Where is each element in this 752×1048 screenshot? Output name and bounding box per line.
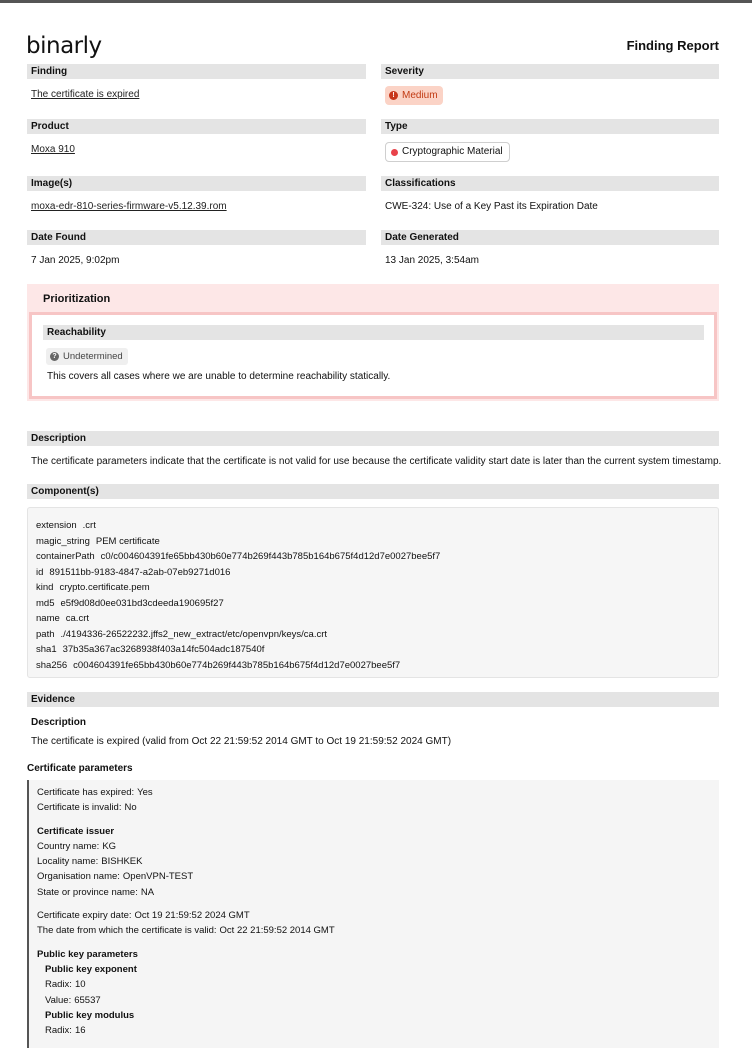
report-title: Finding Report	[626, 38, 719, 53]
component-row: id 891511bb-9183-4847-a2ab-07eb9271d016	[36, 566, 231, 578]
severity-header: Severity	[381, 64, 719, 79]
component-row: sha256 c004604391fe65bb430b60e774b269f443b785b164b675f4d12d7e0027bee5f7	[36, 659, 401, 671]
date-generated-value: 13 Jan 2025, 3:54am	[385, 255, 479, 266]
evidence-description-label: Description	[31, 717, 87, 728]
component-row: magic_string PEM certificate	[36, 535, 160, 547]
severity-badge	[385, 86, 443, 105]
is-invalid-row: Certificate is invalid: No	[37, 802, 137, 814]
organisation-row: Organisation name: OpenVPN-TEST	[37, 871, 194, 883]
severity-value: Medium	[402, 90, 438, 101]
evidence-description-text: The certificate is expired (valid from Oct 22 21:59:52 2014 GMT to Oct 19 21:59:52 2024 GMT)	[31, 736, 452, 747]
valid-from-row: The date from which the certificate is valid: Oct 22 21:59:52 2014 GMT	[37, 925, 335, 937]
type-value: Cryptographic Material	[402, 146, 503, 157]
public-key-modulus-heading: Public key modulus	[45, 1009, 135, 1021]
issuer-heading: Certificate issuer	[37, 825, 115, 837]
has-expired-row: Certificate has expired: Yes	[37, 787, 153, 798]
product-link[interactable]: Moxa 910	[31, 144, 75, 155]
type-header: Type	[381, 119, 719, 134]
certificate-parameters-label: Certificate parameters	[27, 763, 133, 774]
reachability-badge	[46, 348, 128, 365]
date-found-value: 7 Jan 2025, 9:02pm	[31, 255, 120, 266]
finding-header: Finding	[27, 64, 366, 79]
components-header: Component(s)	[27, 484, 719, 499]
modulus-radix-row: Radix: 16	[45, 1025, 86, 1037]
product-header: Product	[27, 119, 366, 134]
component-row: containerPath c0/c004604391fe65bb430b60e774b269f443b785b164b675f4d12d7e0027bee5f7	[36, 551, 441, 562]
images-header: Image(s)	[27, 176, 366, 191]
alert-icon: !	[389, 91, 398, 100]
image-link[interactable]: moxa-edr-810-series-firmware-v5.12.39.rom	[31, 201, 227, 212]
component-row: name ca.crt	[36, 613, 89, 624]
classifications-header: Classifications	[381, 176, 719, 191]
component-row: path ./4194336-26522232.jffs2_new_extract/etc/openvpn/keys/ca.crt	[36, 628, 328, 640]
red-dot-icon	[391, 149, 398, 156]
state-row: State or province name: NA	[37, 886, 155, 898]
reachability-note: This covers all cases where we are unable to determine reachability statically.	[47, 371, 391, 382]
top-border	[0, 0, 752, 3]
public-key-exponent-heading: Public key exponent	[45, 963, 137, 975]
description-text: The certificate parameters indicate that the certificate is not valid for use because the certificate validity start date is later than the current system timestamp.	[31, 456, 722, 467]
component-row: md5 e5f9d08d0ee031bd3cdeeda190695f27	[36, 597, 224, 609]
component-row: extension .crt	[36, 520, 96, 531]
question-icon: ?	[50, 352, 59, 361]
exponent-value-row: Value: 65537	[45, 994, 101, 1006]
description-header: Description	[27, 431, 719, 446]
component-row: kind crypto.certificate.pem	[36, 582, 150, 593]
finding-link[interactable]: The certificate is expired	[31, 89, 140, 100]
date-generated-header: Date Generated	[381, 230, 719, 245]
date-found-header: Date Found	[27, 230, 366, 245]
reachability-value: Undetermined	[63, 351, 123, 362]
certificate-parameters-box	[27, 780, 719, 1048]
prioritization-title: Prioritization	[43, 293, 111, 305]
exponent-radix-row: Radix: 10	[45, 979, 86, 991]
binarly-logo: binarly	[26, 33, 102, 59]
evidence-header: Evidence	[27, 692, 719, 707]
expiry-date-row: Certificate expiry date: Oct 19 21:59:52 2024 GMT	[37, 910, 250, 922]
component-details	[27, 507, 719, 678]
public-key-heading: Public key parameters	[37, 948, 138, 960]
reachability-header: Reachability	[43, 325, 704, 340]
type-badge	[385, 142, 510, 162]
component-row: sha1 37b35a367ac3268938f403a14fc504adc187540f	[36, 644, 265, 655]
classification-value: CWE-324: Use of a Key Past its Expiration Date	[385, 201, 598, 212]
country-row: Country name: KG	[37, 840, 117, 852]
locality-row: Locality name: BISHKEK	[37, 856, 143, 868]
